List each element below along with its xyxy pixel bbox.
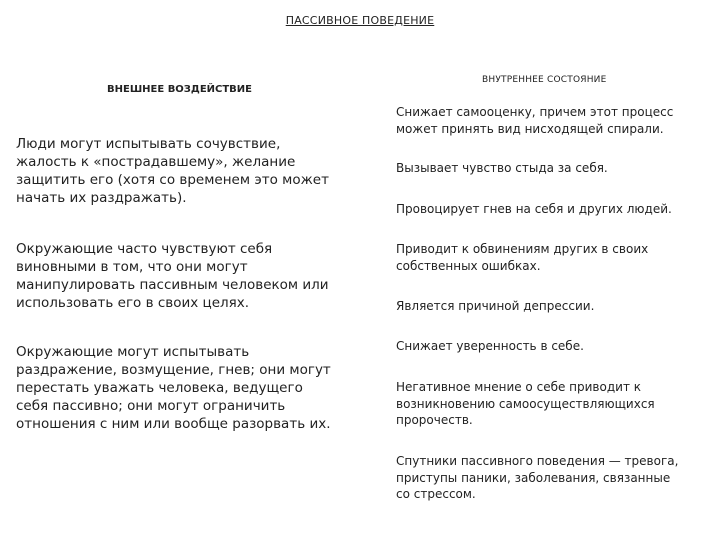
internal-item-confidence: Снижает уверенность в себе.	[396, 339, 584, 353]
internal-item-companions: Спутники пассивного поведения — тревога, приступы паники, заболевания, связанные со стрессом.	[396, 454, 679, 501]
internal-item-prophecy: Негативное мнение о себе приводит к возникновению самоосуществляющихся пророчеств.	[396, 380, 655, 427]
internal-state-heading: ВНУТРЕННЕЕ СОСТОЯНИЕ	[482, 75, 607, 85]
page-title: ПАССИВНОЕ ПОВЕДЕНИЕ	[285, 14, 435, 27]
external-item-sympathy: Люди могут испытывать сочувствие, жалость к «пострадавшему», желание защитить его (хотя со временем это может начать их раздражать).	[16, 136, 329, 206]
internal-item-anger: Провоцирует гнев на себя и других людей.	[396, 202, 672, 216]
internal-item-depression: Является причиной депрессии.	[396, 299, 595, 313]
external-item-guilt: Окружающие часто чувствуют себя виновными в том, что они могут манипулировать пассивным человеком или использовать его в своих целях.	[16, 241, 329, 311]
internal-item-blame: Приводит к обвинениям других в своих собственных ошибках.	[396, 242, 649, 273]
external-item-irritation: Окружающие могут испытывать раздражение, возмущение, гнев; они могут перестать уважать человека, ведущего себя пассивно; они могут ограничить отношения с ним или вообще разорвать их.	[16, 344, 331, 432]
internal-item-self-esteem: Снижает самооценку, причем этот процесс может принять вид нисходящей спирали.	[396, 105, 674, 136]
external-influence-heading: ВНЕШНЕЕ ВОЗДЕЙСТВИЕ	[107, 84, 253, 95]
internal-item-shame: Вызывает чувство стыда за себя.	[396, 161, 608, 175]
